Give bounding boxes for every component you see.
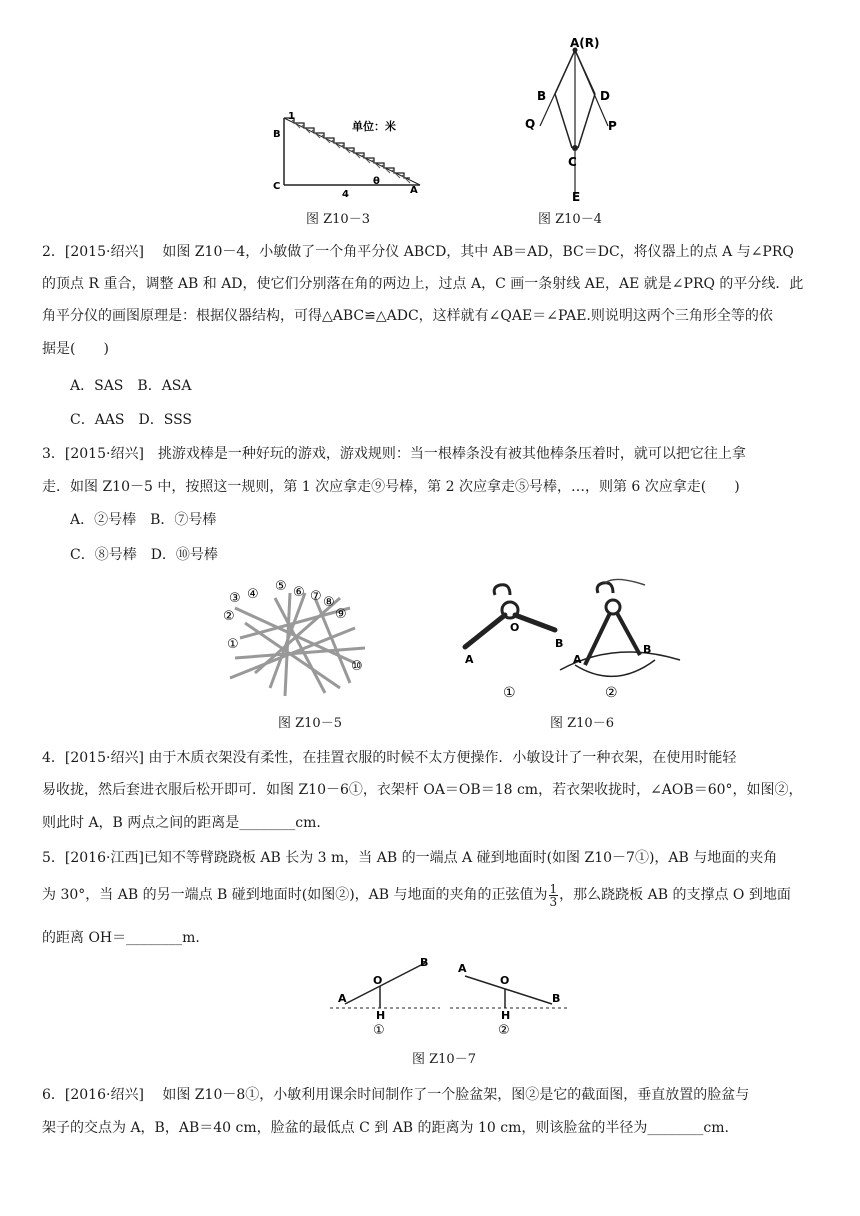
q5-fraction-num: 1 bbox=[549, 881, 558, 896]
fig4-label-p: P bbox=[608, 119, 617, 133]
fig4-label-a: A(R) bbox=[570, 36, 600, 50]
fig6-label-a2: A bbox=[573, 653, 582, 666]
fig7-label-a2: A bbox=[458, 962, 467, 975]
fig5-label-8: ⑧ bbox=[323, 595, 335, 610]
fig7-label-h2: H bbox=[501, 1009, 511, 1022]
fig3-label-theta: θ bbox=[373, 176, 380, 187]
fig3-label-one: 1 bbox=[288, 111, 295, 122]
q2-line-2: 的顶点 R 重合，调整 AB 和 AD，使它们分别落在角的两边上，过点 A，C 画一条射线 AE，AE 就是∠PRQ 的平分线．此 bbox=[42, 276, 804, 292]
q3-line-1: 3．[2015·绍兴] 挑游戏棒是一种好玩的游戏，游戏规则：当一根棒条没有被其他棒条压着时，就可以把它往上拿 bbox=[42, 446, 746, 462]
fig6-label-p1: ① bbox=[503, 685, 516, 701]
fig7-label-p1: ① bbox=[373, 1023, 385, 1038]
fig7-label-h: H bbox=[376, 1009, 386, 1022]
caption-z10-7: 图 Z10－7 bbox=[412, 1052, 476, 1067]
fig5-label-7: ⑦ bbox=[310, 589, 322, 604]
fig4-label-b: B bbox=[537, 89, 547, 103]
caption-z10-6: 图 Z10－6 bbox=[550, 716, 614, 731]
q5-line-2 bbox=[42, 880, 791, 910]
q6-line-2: 架子的交点为 A，B，AB＝40 cm，脸盆的最低点 C 到 AB 的距离为 10 cm，则该脸盆的半径为________cm. bbox=[42, 1120, 729, 1136]
caption-z10-3: 图 Z10－3 bbox=[306, 212, 370, 227]
fig7-label-p2: ② bbox=[498, 1023, 510, 1038]
figure-z10-6 bbox=[455, 575, 685, 705]
fig3-label-b: B bbox=[273, 129, 281, 140]
fig4-label-d: D bbox=[600, 89, 610, 103]
q5-fraction-den: 3 bbox=[549, 894, 558, 909]
q2-line-3: 角平分仪的画图原理是：根据仪器结构，可得△ABC≌△ADC，这样就有∠QAE＝∠PAE.则说明这两个三角形全等的依 bbox=[42, 308, 773, 324]
q5-line-2-b: ，那么跷跷板 AB 的支撑点 O 到地面 bbox=[559, 887, 791, 903]
q4-line-2: 易收拢，然后套进衣服后松开即可．如图 Z10－6①，衣架杆 OA＝OB＝18 cm，若衣架收拢时，∠AOB＝60°，如图②， bbox=[42, 782, 803, 798]
fig5-label-3: ③ bbox=[229, 591, 241, 606]
fig6-label-p2: ② bbox=[605, 685, 618, 701]
fig4-label-e: E bbox=[572, 190, 581, 204]
q4-line-1: 4．[2015·绍兴] 由于木质衣架没有柔性，在挂置衣服的时候不太方便操作．小敏设计了一种衣架，在使用时能轻 bbox=[42, 750, 737, 766]
fig6-label-b2: B bbox=[643, 643, 652, 656]
fig7-label-o: O bbox=[373, 974, 383, 987]
figure-z10-4 bbox=[520, 38, 630, 203]
q2-line-1: 2．[2015·绍兴] 如图 Z10－4，小敏做了一个角平分仪 ABCD，其中 AB＝AD，BC＝DC，将仪器上的点 A 与∠PRQ bbox=[42, 244, 794, 260]
fig4-label-c: C bbox=[568, 155, 577, 169]
fig3-label-a: A bbox=[410, 185, 418, 196]
fig3-label-c: C bbox=[273, 181, 281, 192]
fig3-label-base: 4 bbox=[342, 189, 349, 200]
caption-z10-4: 图 Z10－4 bbox=[538, 212, 602, 227]
fig3-unit-label: 单位：米 bbox=[352, 120, 396, 133]
q6-line-1: 6．[2016·绍兴] 如图 Z10－8①，小敏利用课余时间制作了一个脸盆架，图②是它的截面图，垂直放置的脸盆与 bbox=[42, 1087, 750, 1103]
fig5-label-2: ② bbox=[223, 609, 235, 624]
fig6-label-o: O bbox=[510, 621, 520, 634]
q3-options-1: A．②号棒 B．⑦号棒 bbox=[70, 512, 217, 528]
fig7-label-a: A bbox=[338, 992, 347, 1005]
figure-z10-7 bbox=[330, 958, 580, 1038]
fig5-label-1: ① bbox=[227, 637, 239, 652]
q4-line-3: 则此时 A，B 两点之间的距离是________cm. bbox=[42, 815, 321, 831]
figure-z10-3 bbox=[270, 110, 430, 200]
q2-line-4: 据是( ) bbox=[42, 341, 109, 357]
q3-line-2: 走．如图 Z10－5 中，按照这一规则，第 1 次应拿走⑨号棒，第 2 次应拿走⑤号棒，…，则第 6 次应拿走( ) bbox=[42, 479, 740, 495]
fig7-label-o2: O bbox=[500, 974, 510, 987]
fig7-label-b: B bbox=[420, 956, 429, 969]
q5-fraction bbox=[549, 883, 559, 908]
q2-options-2: C．AAS D．SSS bbox=[70, 412, 193, 428]
q5-line-2-a: 为 30°，当 AB 的另一端点 B 碰到地面时(如图②)，AB 与地面的夹角的正弦值为 bbox=[42, 887, 548, 903]
q5-line-3: 的距离 OH＝________m. bbox=[42, 930, 200, 946]
fig6-label-a: A bbox=[465, 653, 474, 666]
q3-options-2: C．⑧号棒 D．⑩号棒 bbox=[70, 547, 218, 563]
fig6-label-b: B bbox=[555, 637, 564, 650]
caption-z10-5: 图 Z10－5 bbox=[278, 716, 342, 731]
fig7-label-b2: B bbox=[552, 992, 561, 1005]
q2-options-1: A．SAS B．ASA bbox=[70, 378, 192, 394]
fig5-label-5: ⑤ bbox=[275, 579, 287, 594]
fig4-label-q: Q bbox=[525, 117, 536, 131]
q5-line-1: 5．[2016·江西]已知不等臂跷跷板 AB 长为 3 m，当 AB 的一端点 A 碰到地面时(如图 Z10－7①)，AB 与地面的夹角 bbox=[42, 850, 778, 866]
figure-z10-5 bbox=[215, 578, 375, 703]
fig5-label-9: ⑨ bbox=[335, 607, 347, 622]
fig5-label-10: ⑩ bbox=[351, 659, 363, 674]
fig5-label-6: ⑥ bbox=[293, 585, 305, 600]
fig5-label-4: ④ bbox=[247, 587, 259, 602]
